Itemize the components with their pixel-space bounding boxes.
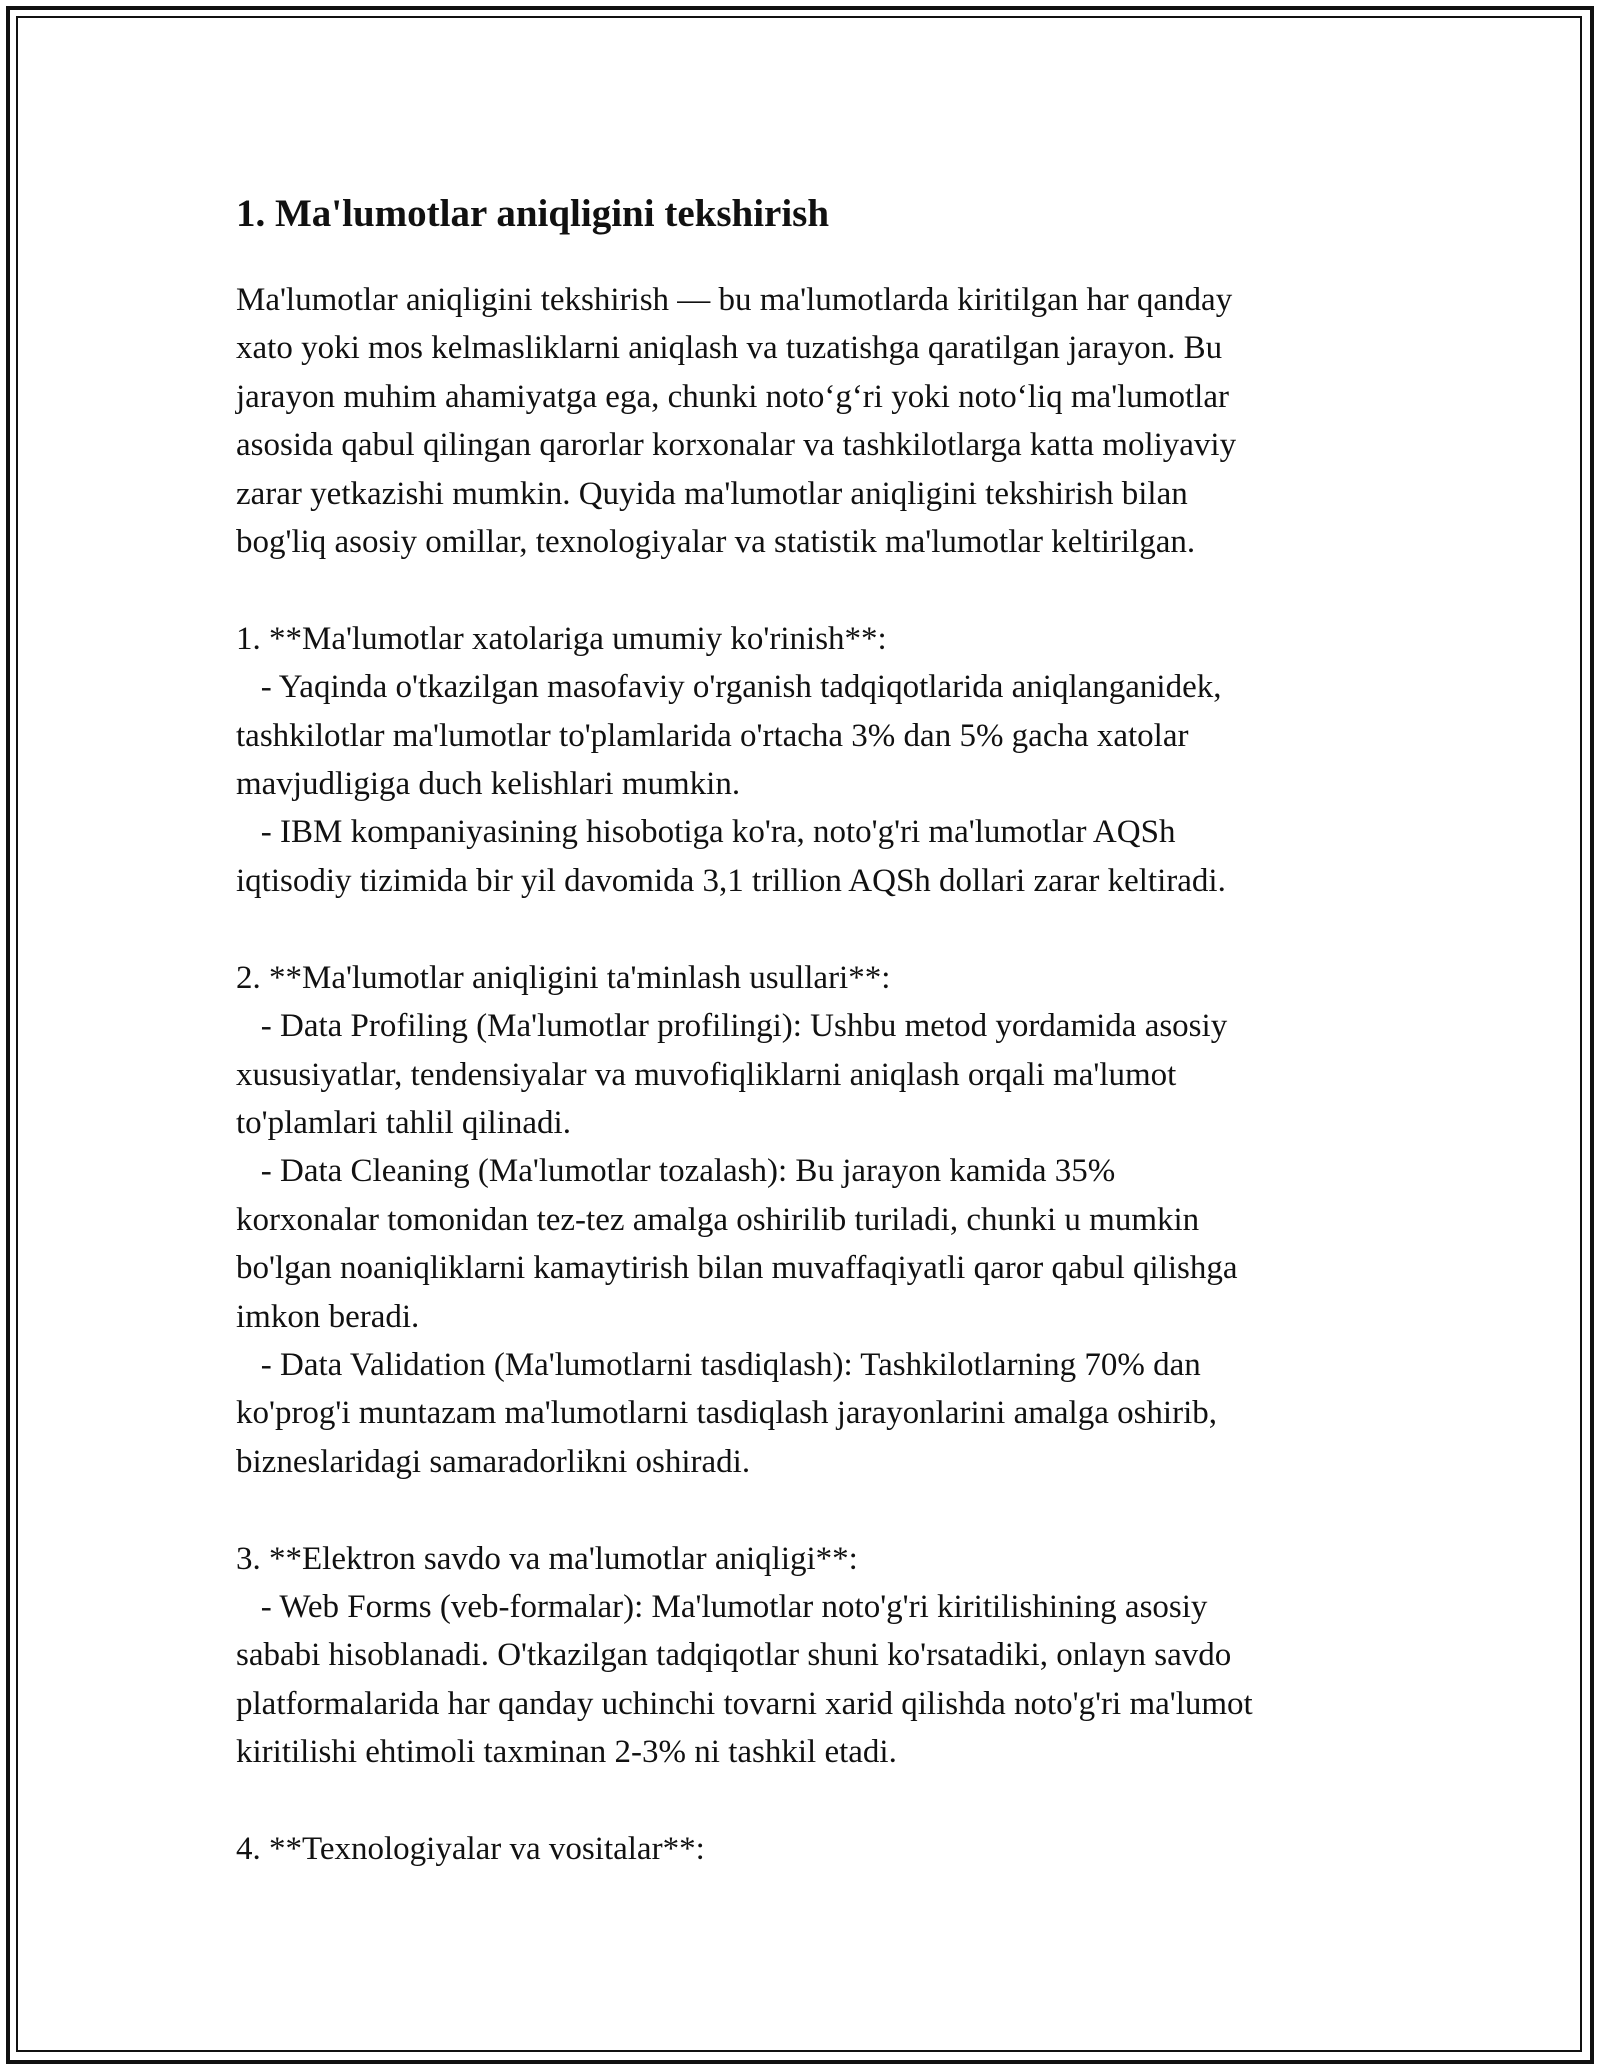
document-content <box>236 186 1376 1873</box>
document-body: Ma'lumotlar aniqligini tekshirish — bu ma'lumotlarda kiritilgan har qanday xato yoki mos kelmasliklarni aniqlash va tuzatishga qaratilgan jarayon. Bu jarayon muhim ahamiyatga ega, chunki noto‘g‘ri yoki noto‘liq ma'lumotlar asosida qabul qilingan qarorlar korxonalar va tashkilotlarga katta moliyaviy zarar yetkazishi mumkin. Quyida ma'lumotlar aniqligini tekshirish bilan bog'liq asosiy omillar, texnologiyalar va statistik ma'lumotlar keltirilgan. 1. **Ma'lumotlar xatolariga umumiy ko'rinish**: - Yaqinda o'tkazilgan masofaviy o'rganish tadqiqotlarida aniqlanganidek, tashkilotlar ma'lumotlar to'plamlarida o'rtacha 3% dan 5% gacha xatolar mavjudligiga duch kelishlari mumkin. - IBM kompaniyasining hisobotiga ko'ra, noto'g'ri ma'lumotlar AQSh iqtisodiy tizimida bir yil davomida 3,1 trillion AQSh dollari zarar keltiradi. 2. **Ma'lumotlar aniqligini ta'minlash usullari**: - Data Profiling (Ma'lumotlar profilingi): Ushbu metod yordamida asosiy xususiyatlar, tendensiyalar va muvofiqliklarni aniqlash orqali ma'lumot to'plamlari tahlil qilinadi. - Data Cleaning (Ma'lumotlar tozalash): Bu jarayon kamida 35% korxonalar tomonidan tez-tez amalga oshirilib turiladi, chunki u mumkin bo'lgan noaniqliklarni kamaytirish bilan muvaffaqiyatli qaror qabul qilishga imkon beradi. - Data Validation (Ma'lumotlarni tasdiqlash): Tashkilotlarning 70% dan ko'prog'i muntazam ma'lumotlarni tasdiqlash jarayonlarini amalga oshirib, bizneslaridagi samaradorlikni oshiradi. 3. **Elektron savdo va ma'lumotlar aniqligi**: - Web Forms (veb-formalar): Ma'lumotlar noto'g'ri kiritilishining asosiy sababi hisoblanadi. O'tkazilgan tadqiqotlar shuni ko'rsatadiki, onlayn savdo platformalarida har qanday uchinchi tovarni xarid qilishda noto'g'ri ma'lumot kiritilishi ehtimoli taxminan 2-3% ni tashkil etadi. 4. **Texnologiyalar va vositalar**: <box>236 282 1253 1867</box>
document-title: 1. Ma'lumotlar aniqligini tekshirish <box>236 192 830 235</box>
